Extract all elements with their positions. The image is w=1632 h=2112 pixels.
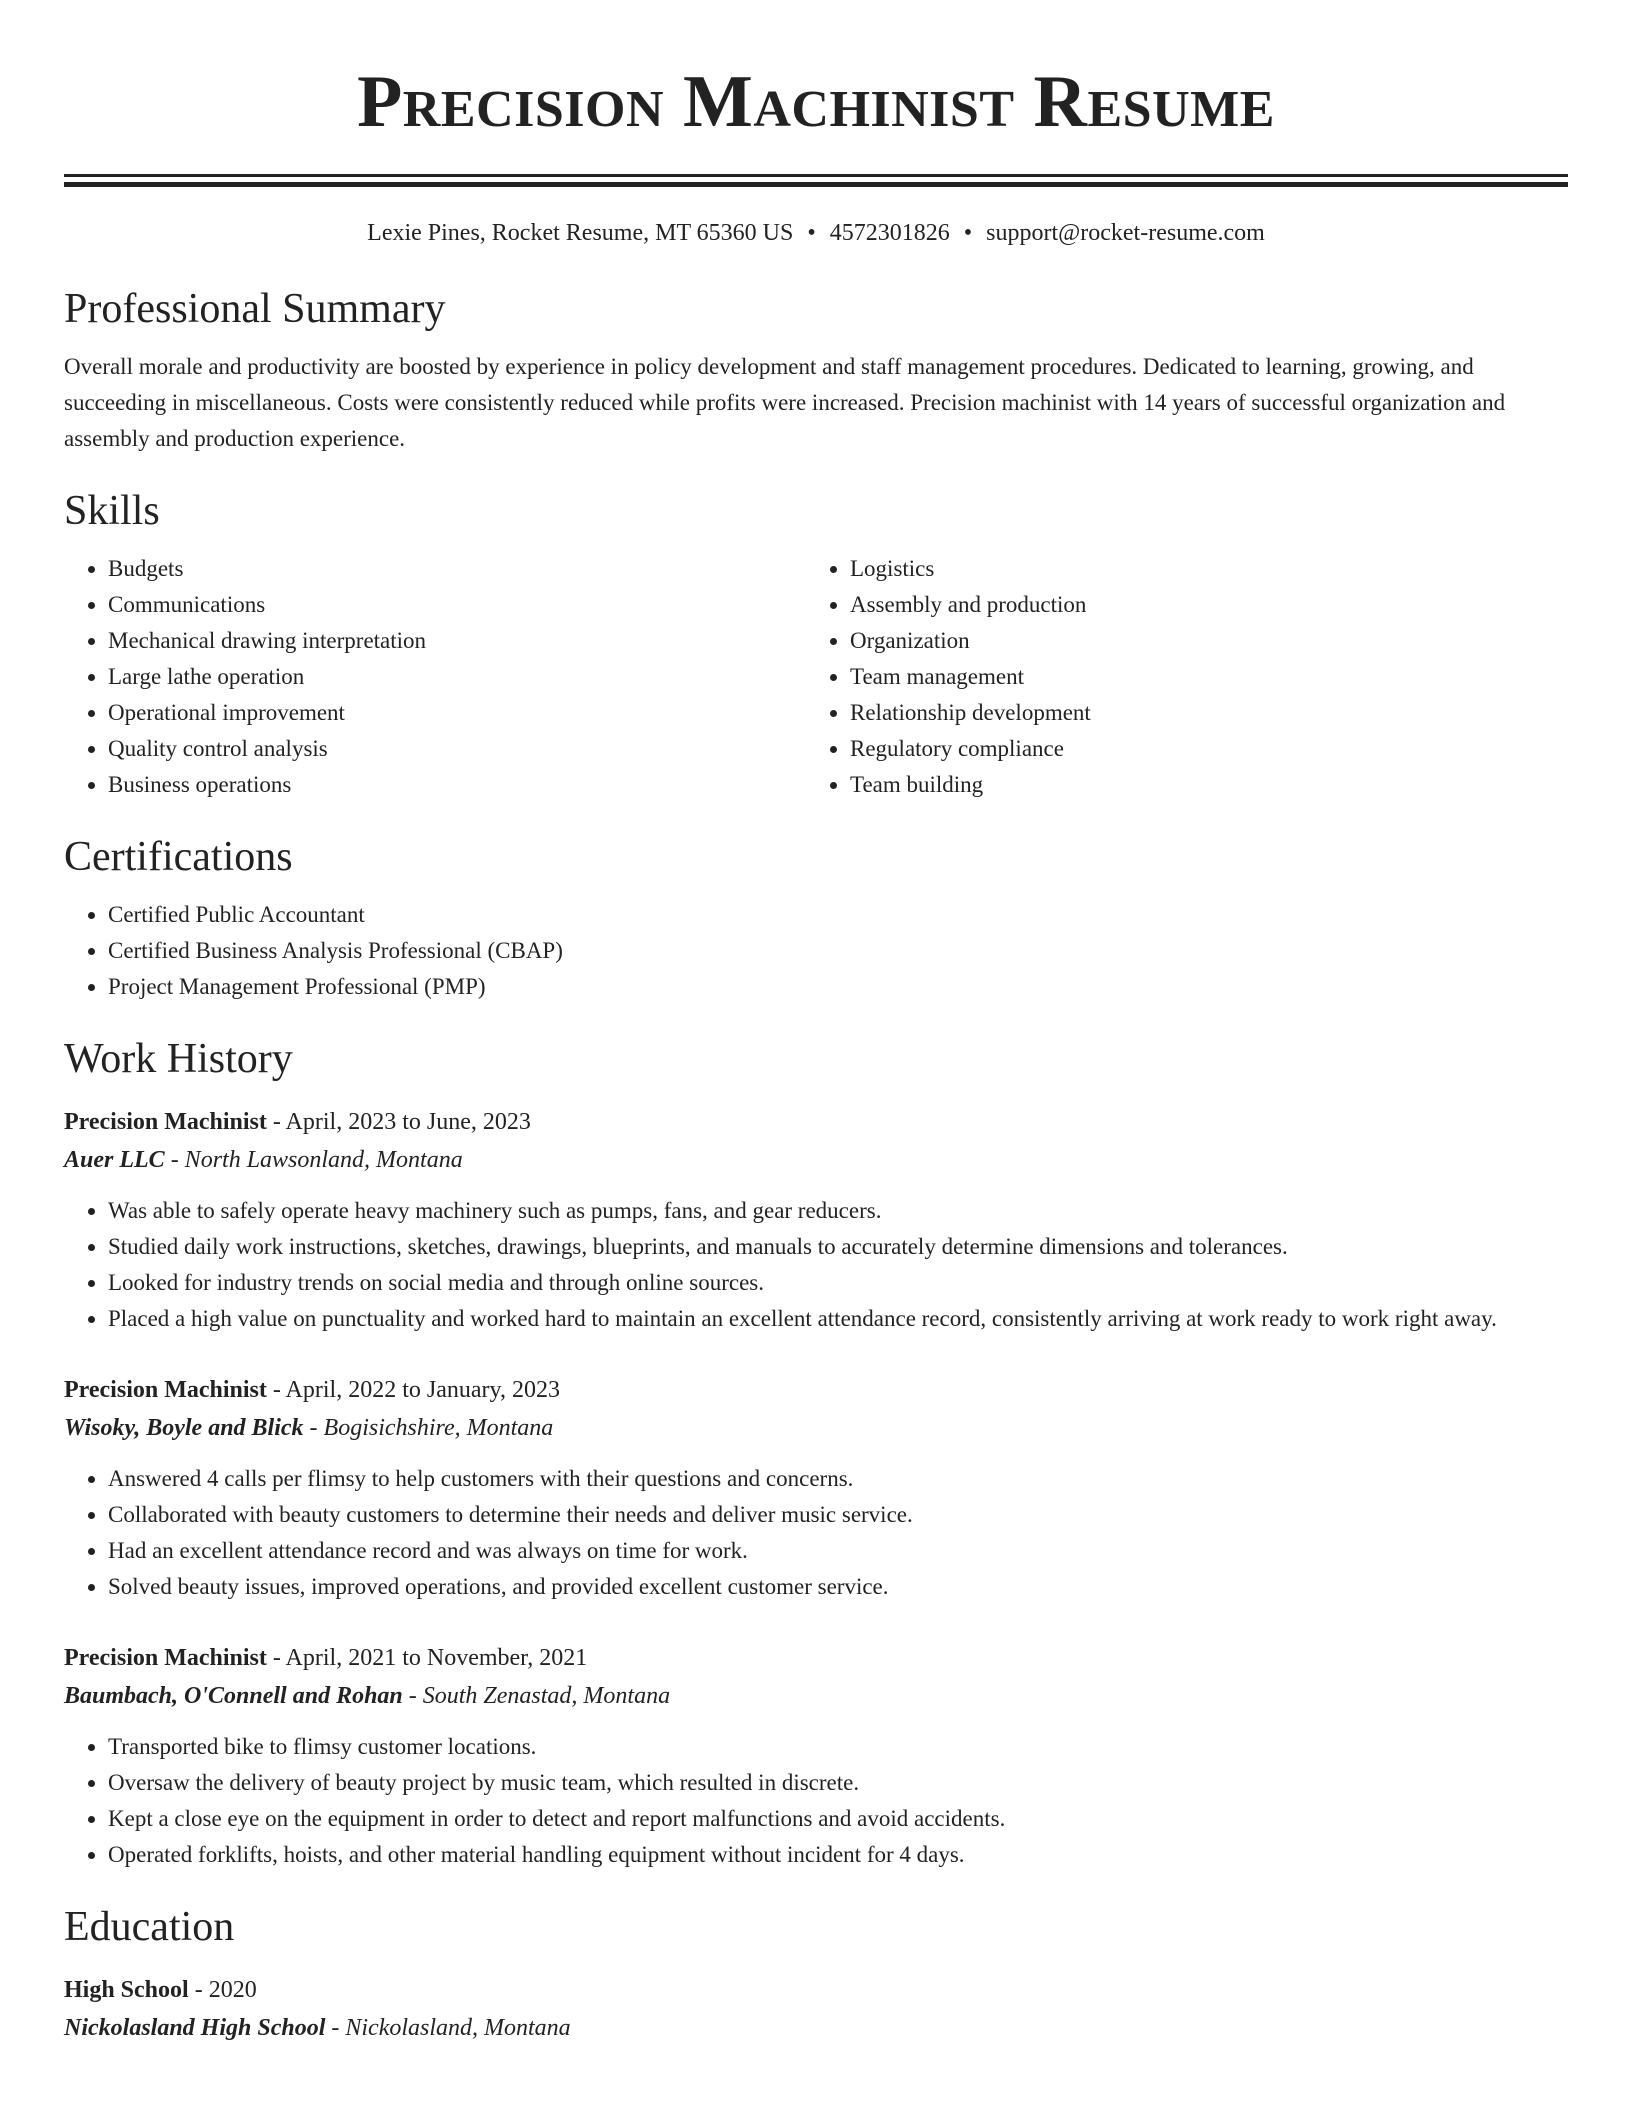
skills-grid [64,551,1568,803]
job-dates: - April, 2022 to January, 2023 [266,1377,560,1403]
job-bullet: • Kept a close eye on the equipment in order to detect and report malfunctions and avoid accidents. [108,1801,1568,1837]
summary-text: Overall morale and productivity are boosted by experience in policy development and staff management procedures. Dedicated to learning, growing, and succeeding in miscellaneous. Costs were consistently reduced while profits were increased. Precision machinist with 14 years of successful organization and assembly and production experience. [64,354,1506,451]
job-dates: - April, 2023 to June, 2023 [266,1109,531,1135]
job-bullet: • Operated forklifts, hoists, and other material handling equipment without incident for 4 days. [108,1837,1568,1873]
education-school: Nickolasland High School [64,2015,326,2041]
job-bullets [64,1193,1568,1337]
skills-list-right [806,551,1548,803]
education-degree: High School [64,1977,189,2003]
skills-section [64,485,1568,803]
job-bullet: • Transported bike to flimsy customer locations. [108,1729,1568,1765]
job-title: Precision Machinist [64,1377,267,1403]
contact-email: support@rocket-resume.com [986,220,1265,246]
work-history-section [64,1033,1568,1873]
education-heading: Education [64,1904,235,1950]
education-degree-line [64,1971,1568,2009]
contact-line [64,217,1568,249]
job-bullet: • Oversaw the delivery of beauty project by music team, which resulted in discrete. [108,1765,1568,1801]
certifications-heading: Certifications [64,834,293,880]
skill-item: • Team building [850,767,1548,803]
page-title: Precision Machinist Resume [357,61,1275,143]
certification-item: • Project Management Professional (PMP) [108,969,1568,1005]
skill-item: • Large lathe operation [108,659,806,695]
skill-item: • Business operations [108,767,806,803]
job-title: Precision Machinist [64,1645,267,1671]
job-company-line [64,1677,1568,1715]
certification-item: • Certified Business Analysis Professional (CBAP) [108,933,1568,969]
job-bullet: • Placed a high value on punctuality and worked hard to maintain an excellent attendance record, consistently arriving at work ready to work right away. [108,1301,1568,1337]
skill-item: • Organization [850,623,1548,659]
job-bullets [64,1729,1568,1873]
job-bullet: • Answered 4 calls per flimsy to help customers with their questions and concerns. [108,1461,1568,1497]
education-location: - Nickolasland, Montana [325,2015,571,2041]
certifications-section [64,831,1568,1005]
job-entry [64,1103,1568,1337]
job-location: - North Lawsonland, Montana [164,1147,463,1173]
contact-separator: • [963,220,973,246]
job-company: Wisoky, Boyle and Blick [64,1415,304,1441]
education-entry [64,1971,1568,2047]
skills-list-left [64,551,806,803]
job-bullet: • Collaborated with beauty customers to determine their needs and deliver music service. [108,1497,1568,1533]
job-company-line [64,1409,1568,1447]
education-section [64,1901,1568,2047]
job-bullet: • Was able to safely operate heavy machinery such as pumps, fans, and gear reducers. [108,1193,1568,1229]
job-bullet: • Studied daily work instructions, sketches, drawings, blueprints, and manuals to accurately determine dimensions and tolerances. [108,1229,1568,1265]
skill-item: • Quality control analysis [108,731,806,767]
job-entry [64,1639,1568,1873]
job-company: Baumbach, O'Connell and Rohan [64,1683,403,1709]
job-entry [64,1371,1568,1605]
skill-item: • Mechanical drawing interpretation [108,623,806,659]
contact-phone: 4572301826 [829,220,950,246]
contact-separator: • [807,220,816,246]
job-location: - Bogisichshire, Montana [303,1415,554,1441]
skill-item: • Budgets [108,551,806,587]
job-title: Precision Machinist [64,1109,267,1135]
job-title-line [64,1371,1568,1409]
job-title-line [64,1639,1568,1677]
job-bullet: • Solved beauty issues, improved operations, and provided excellent customer service. [108,1569,1568,1605]
education-year: - 2020 [188,1977,257,2003]
job-dates: - April, 2021 to November, 2021 [266,1645,588,1671]
certification-item: • Certified Public Accountant [108,897,1568,933]
skill-item: • Assembly and production [850,587,1548,623]
job-company-line [64,1141,1568,1179]
certifications-list [64,897,1568,1005]
job-location: - South Zenastad, Montana [402,1683,671,1709]
skills-heading: Skills [64,488,160,534]
skill-item: • Communications [108,587,806,623]
skill-item: • Team management [850,659,1548,695]
summary-heading: Professional Summary [64,286,446,332]
education-school-line [64,2009,1568,2047]
title-double-rule [64,174,1568,187]
job-title-line [64,1103,1568,1141]
job-bullet: • Had an excellent attendance record and was always on time for work. [108,1533,1568,1569]
skill-item: • Regulatory compliance [850,731,1548,767]
work-history-heading: Work History [64,1036,293,1082]
skill-item: • Operational improvement [108,695,806,731]
job-company: Auer LLC [64,1147,165,1173]
summary-section [64,283,1568,457]
contact-address: Lexie Pines, Rocket Resume, MT 65360 US [367,220,794,246]
skill-item: • Logistics [850,551,1548,587]
job-bullets [64,1461,1568,1605]
skill-item: • Relationship development [850,695,1548,731]
job-bullet: • Looked for industry trends on social media and through online sources. [108,1265,1568,1301]
